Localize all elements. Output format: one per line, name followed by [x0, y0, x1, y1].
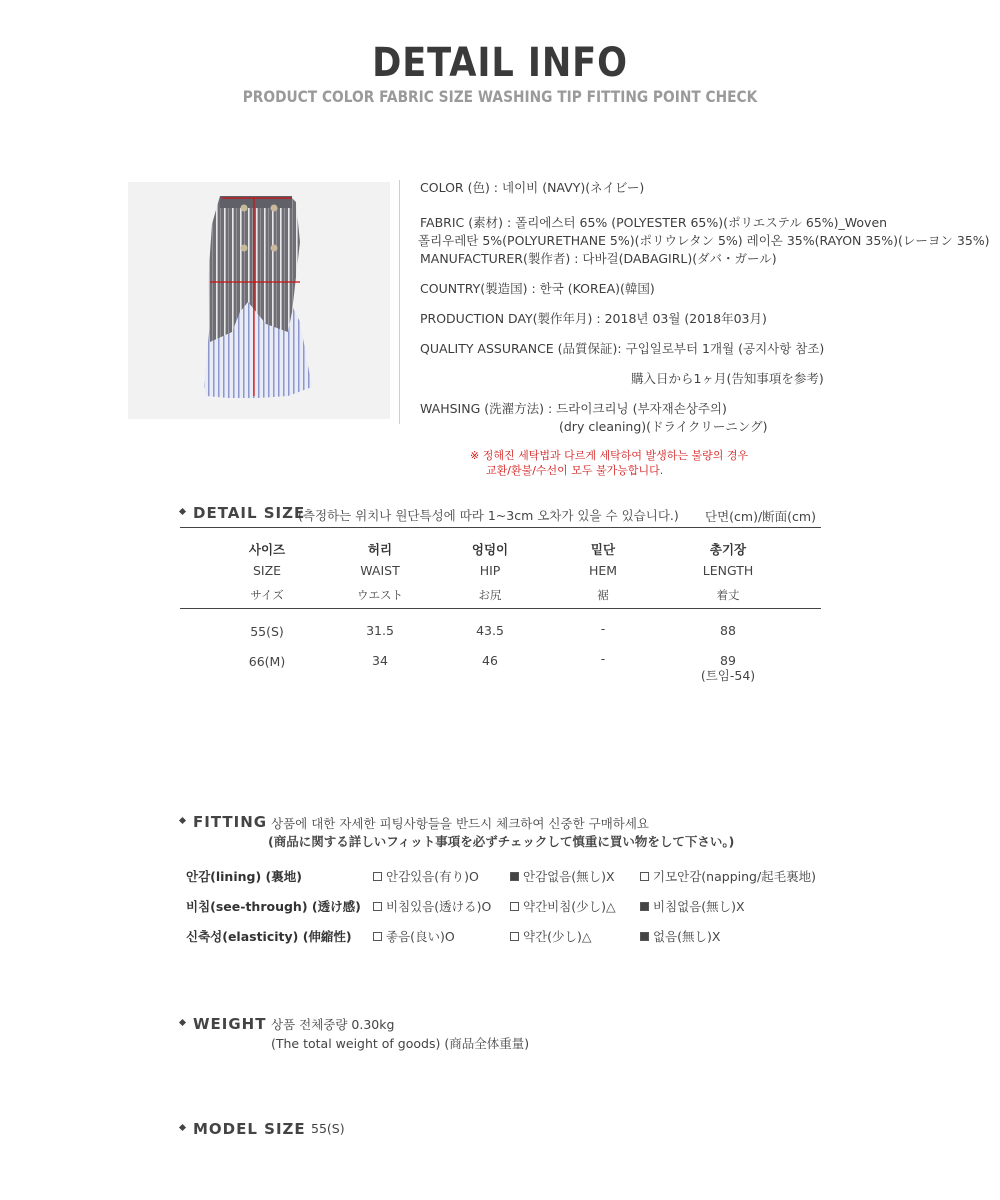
- checkbox-icon: [640, 872, 649, 881]
- col-waist-ja: ウエスト: [357, 588, 403, 602]
- info-manufacturer: MANUFACTURER(製作者) : 다바걸(DABAGIRL)(ダバ・ガール): [420, 251, 777, 266]
- fitting-option: 안감있음(有り)O: [373, 867, 479, 885]
- col-size-en: SIZE: [252, 563, 282, 578]
- fitting-elasticity-label: 신축성(elasticity) (伸縮性): [186, 929, 352, 944]
- fitting-seethrough-label: 비침(see-through) (透け感): [186, 899, 361, 914]
- info-fabric: FABRIC (素材) : 폴리에스터 65% (POLYESTER 65%)(ポリエステル 65%)_Woven: [420, 215, 888, 230]
- checkbox-icon: [510, 932, 519, 941]
- model-size-heading: [180, 1120, 306, 1138]
- fitting-option-selected: 비침없음(無し)X: [640, 897, 745, 915]
- skirt-illustration: [128, 182, 390, 419]
- col-hem-ja: 裾: [597, 588, 609, 602]
- row-waist: 34: [372, 653, 388, 668]
- product-photo: [128, 182, 390, 419]
- model-size-value: 55(S): [311, 1121, 345, 1136]
- info-fabric-cont: 폴리우레탄 5%(POLYURETHANE 5%)(ポリウレタン 5%) 레이온 35%(RAYON 35%)(レーヨン 35%): [418, 233, 990, 248]
- info-washing: WAHSING (洗濯方法) : 드라이크리닝 (부자재손상주의): [420, 401, 727, 416]
- fitting-option: 약간비침(少し)△: [510, 897, 616, 915]
- checkbox-icon: [373, 932, 382, 941]
- diamond-bullet-icon: [179, 508, 186, 515]
- col-waist-ko: 허리: [367, 542, 393, 557]
- row-size: 66(M): [248, 654, 286, 669]
- diamond-bullet-icon: [179, 1019, 186, 1026]
- checkbox-icon: [373, 872, 382, 881]
- fitting-option: 비침있음(透ける)O: [373, 897, 491, 915]
- row-hip: 43.5: [476, 623, 504, 638]
- row-length: 89: [720, 653, 736, 668]
- col-hip-en: HIP: [479, 563, 501, 578]
- table-header-rule: [180, 608, 821, 609]
- col-length-ko: 총기장: [709, 542, 747, 557]
- weight-desc: (The total weight of goods) (商品全体重量): [271, 1036, 530, 1051]
- table-top-rule: [180, 527, 821, 528]
- fitting-heading: [180, 813, 267, 831]
- row-length: 88: [720, 623, 736, 638]
- fitting-lining-label: 안감(lining) (裏地): [186, 869, 302, 884]
- fitting-option-selected: 없음(無し)X: [640, 927, 720, 945]
- washing-warning-cont: 교환/환불/수선이 모두 불가능합니다.: [486, 464, 664, 477]
- detail-size-desc: (측정하는 위치나 원단특성에 따라 1~3cm 오차가 있을 수 있습니다.): [298, 508, 679, 523]
- fitting-desc-ja: (商品に関する詳しいフィット事項を必ずチェックして慎重に買い物をして下さい。): [268, 834, 735, 849]
- col-size-ja: サイズ: [250, 588, 284, 602]
- washing-warning: ※ 정해진 세탁법과 다르게 세탁하여 발생하는 불량의 경우: [470, 449, 749, 462]
- fitting-desc: 상품에 대한 자세한 피팅사항들을 반드시 체크하여 신중한 구매하세요: [271, 816, 649, 831]
- col-size-ko: 사이즈: [248, 542, 286, 557]
- checkbox-icon: [373, 902, 382, 911]
- page-subtitle: PRODUCT COLOR FABRIC SIZE WASHING TIP FITTING POINT CHECK: [242, 87, 758, 106]
- detail-size-unit: 단면(cm)/断面(cm): [705, 509, 816, 524]
- row-hem: -: [600, 621, 606, 636]
- diamond-bullet-icon: [179, 817, 186, 824]
- info-quality: QUALITY ASSURANCE (品質保証): 구입일로부터 1개월 (공지사항 참조): [420, 341, 825, 356]
- fitting-heading-text: FITTING: [193, 813, 268, 831]
- checkbox-icon: [510, 902, 519, 911]
- checkbox-checked-icon: [640, 932, 649, 941]
- info-washing-cont: (dry cleaning)(ドライクリーニング): [559, 419, 768, 434]
- col-length-en: LENGTH: [702, 563, 754, 578]
- checkbox-checked-icon: [640, 902, 649, 911]
- detail-size-heading: [180, 504, 305, 522]
- detail-size-heading-text: DETAIL SIZE: [193, 504, 306, 522]
- weight-heading: [180, 1015, 266, 1033]
- weight-value: 상품 전체중량 0.30kg: [271, 1017, 395, 1032]
- row-waist: 31.5: [366, 623, 394, 638]
- weight-heading-text: WEIGHT: [193, 1015, 267, 1033]
- info-color: COLOR (色) : 네이비 (NAVY)(ネイビー): [420, 180, 645, 195]
- col-hem-en: HEM: [588, 563, 618, 578]
- fitting-option-selected: 안감없음(無し)X: [510, 867, 615, 885]
- row-hem: -: [600, 651, 606, 666]
- row-length-note: (트임-54): [700, 668, 756, 683]
- photo-divider: [399, 180, 400, 424]
- fitting-option: 좋음(良い)O: [373, 927, 455, 945]
- page-title: DETAIL INFO: [372, 40, 628, 86]
- fitting-option: 기모안감(napping/起毛裏地): [640, 867, 816, 885]
- checkbox-checked-icon: [510, 872, 519, 881]
- row-hip: 46: [482, 653, 498, 668]
- col-length-ja: 着丈: [716, 588, 740, 602]
- row-size: 55(S): [250, 624, 284, 639]
- info-quality-ja: 購入日から1ヶ月(告知事項を参考): [631, 371, 824, 386]
- diamond-bullet-icon: [179, 1124, 186, 1131]
- col-hip-ko: 엉덩이: [471, 542, 509, 557]
- col-hem-ko: 밑단: [590, 542, 616, 557]
- model-size-heading-text: MODEL SIZE: [193, 1120, 306, 1138]
- col-hip-ja: お尻: [478, 588, 502, 602]
- info-production-day: PRODUCTION DAY(製作年月) : 2018년 03월 (2018年03月): [420, 311, 767, 326]
- fitting-option: 약간(少し)△: [510, 927, 592, 945]
- col-waist-en: WAIST: [360, 563, 400, 578]
- info-country: COUNTRY(製造国) : 한국 (KOREA)(韓国): [420, 281, 655, 296]
